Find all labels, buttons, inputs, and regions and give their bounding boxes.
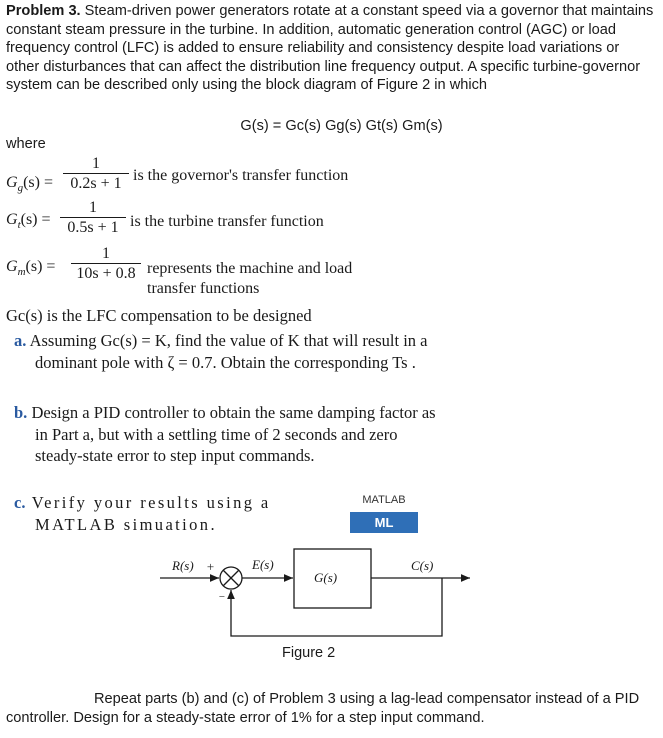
error-label: E(s)	[252, 557, 274, 572]
turbine-tf-denominator: 0.5s + 1	[67, 219, 119, 236]
problem-label: Problem 3.	[6, 3, 81, 19]
turbine-tf-numerator: 1	[89, 199, 97, 216]
governor-tf-denominator: 0.2s + 1	[70, 175, 122, 192]
system-equation: G(s) = Gc(s) Gg(s) Gt(s) Gm(s)	[240, 118, 443, 134]
governor-tf-description: is the governor's transfer function	[133, 167, 349, 184]
machine-tf-denominator: 10s + 0.8	[76, 265, 136, 282]
closing-paragraph: Repeat parts (b) and (c) of Problem 3 using a lag-lead compensator instead of a PID controller. Design for a steady-state error of 1% for a step input command.	[6, 691, 640, 726]
figure-label: Figure 2	[282, 645, 336, 661]
part-b-label: b.	[14, 403, 28, 422]
plant-block-label: G(s)	[314, 570, 338, 585]
part-a-text: Assuming Gc(s) = K, find the value of K that will result in a dominant pole with ζ = 0.7. Obtain the corresponding Ts .	[29, 331, 428, 372]
output-label: C(s)	[411, 558, 434, 573]
where-label: where	[6, 136, 46, 152]
turbine-tf-description: is the turbine transfer function	[130, 213, 324, 230]
problem-intro-text: Steam-driven power generators rotate at a constant speed via a governor that maintains constant steam pressure in the turbine. In addition, automatic generation control (AGC) or load frequency control (LFC) is added to ensure reliability and consistency despite load variations or other disturbances that can affect the distribution line frequency output. A specific turbine-governor system can be described only using the block diagram of Figure 2 in which	[6, 3, 654, 94]
turbine-tf-lhs: $G_t(s)$ =	[6, 211, 51, 232]
part-c-line2: MATLAB simuation.	[35, 514, 217, 534]
matlab-tag: MATLAB	[362, 494, 406, 506]
input-label: R(s)	[172, 558, 194, 573]
machine-tf-description: represents the machine and load transfer functions	[147, 260, 353, 297]
machine-tf-numerator: 1	[102, 245, 110, 262]
minus-sign: −	[218, 591, 226, 603]
lfc-compensation-line: Gc(s) is the LFC compensation to be designed	[6, 306, 312, 325]
plus-sign: +	[206, 559, 215, 574]
governor-tf-lhs: $G_g(s)$ =	[6, 174, 53, 195]
part-c-line1: Verify your results using a	[31, 493, 271, 512]
part-b-text: Design a PID controller to obtain the same damping factor as in Part a, but with a settling time of 2 seconds and zero steady-state error to step input commands.	[31, 403, 436, 465]
part-c-label: c.	[14, 493, 26, 512]
part-a-label: a.	[14, 331, 27, 350]
ml-badge: ML	[350, 512, 418, 533]
machine-tf-lhs: $G_m(s)$ =	[6, 258, 56, 279]
governor-tf-numerator: 1	[92, 155, 100, 172]
